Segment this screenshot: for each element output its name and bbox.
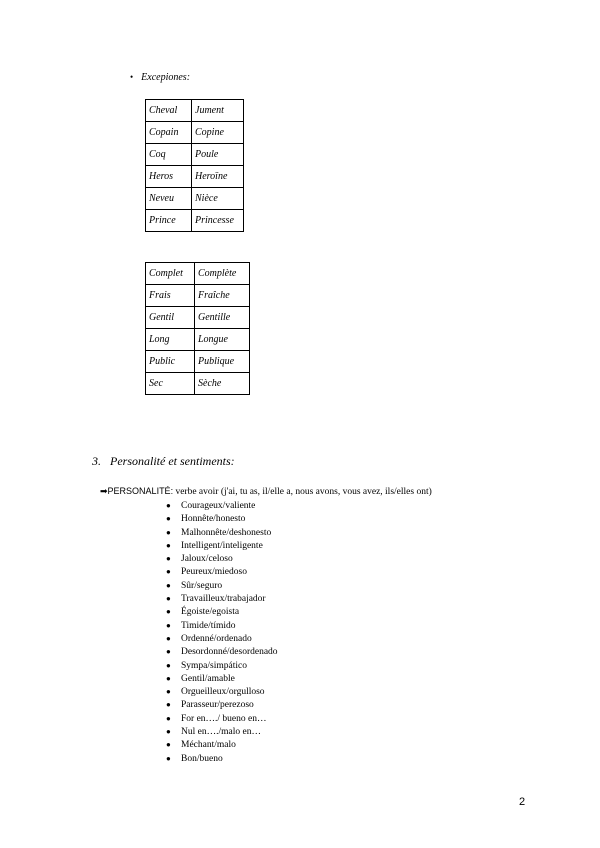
feminine-cell: Gentille [195,307,250,329]
adjective-text: Sympa/simpático [181,660,247,671]
feminine-cell: Fraîche [195,285,250,307]
adjective-text: Égoiste/egoista [181,607,240,618]
table-row [146,285,250,307]
masculine-cell: Gentil [146,307,195,329]
adjective-text: Honnête/honesto [181,514,246,525]
list-item [166,685,278,698]
adjective-text: For en…./ bueno en… [181,713,267,724]
feminine-cell: Longue [195,329,250,351]
bullet-icon: ● [166,660,171,670]
list-item [166,526,278,539]
table-row [146,329,250,351]
personality-label: PERSONALITÉ: [107,486,174,496]
adjective-text: Gentil/amable [181,673,235,684]
adjective-text: Jaloux/celoso [181,554,233,565]
section-title-text: Personalité et sentiments: [110,454,235,468]
list-item [166,672,278,685]
bullet-icon: ● [166,554,171,564]
bullet-icon: ● [166,540,171,550]
list-item [166,592,278,605]
feminine-cell: Sèche [195,373,250,395]
gender-adjectives-table [145,262,250,395]
adjective-text: Méchant/malo [181,740,236,751]
exceptions-label: Excepiones: [141,72,191,83]
table-row [146,122,244,144]
masculine-cell: Public [146,351,195,373]
adjective-text: Parasseur/perezoso [181,700,254,711]
section-heading [92,454,235,469]
page-number: 2 [519,796,526,808]
adjective-text: Ordenné/ordenado [181,633,252,644]
adjective-text: Desordonné/desordenado [181,647,278,658]
list-item [166,512,278,525]
table-row [146,351,250,373]
table-row [146,100,244,122]
bullet-icon: ● [166,567,171,577]
bullet-icon: ● [166,727,171,737]
bullet-icon: • [130,72,134,82]
feminine-cell: Copine [192,122,244,144]
table-row [146,373,250,395]
list-item [166,645,278,658]
bullet-icon: ● [166,620,171,630]
bullet-icon: ● [166,673,171,683]
feminine-cell: Heroïne [192,166,244,188]
gender-nouns-table [145,99,244,232]
bullet-icon: ● [166,594,171,604]
list-item [166,659,278,672]
adjective-text: Courageux/valiente [181,501,256,511]
masculine-cell: Long [146,329,195,351]
adjective-text: Peureux/miedoso [181,567,247,578]
bullet-icon: ● [166,633,171,643]
list-item [166,752,278,765]
list-item [166,605,278,618]
list-item [166,565,278,578]
adjective-text: Timide/tímido [181,620,236,631]
list-item [166,539,278,552]
feminine-cell: Complète [195,263,250,285]
adjective-text: Bon/bueno [181,753,223,764]
adjective-text: Malhonnête/deshonesto [181,527,272,538]
adjective-text: Travailleux/trabajador [181,594,266,605]
feminine-cell: Princesse [192,210,244,232]
bullet-icon: ● [166,647,171,657]
feminine-cell: Jument [192,100,244,122]
list-item [166,499,278,512]
adjective-list [166,499,278,765]
bullet-icon: ● [166,514,171,524]
masculine-cell: Cheval [146,100,192,122]
list-item [166,698,278,711]
list-item [166,712,278,725]
masculine-cell: Sec [146,373,195,395]
table-row [146,144,244,166]
bullet-icon: ● [166,607,171,617]
feminine-cell: Poule [192,144,244,166]
table-row [146,166,244,188]
personality-intro [100,486,432,497]
feminine-cell: Publique [195,351,250,373]
list-item [166,725,278,738]
masculine-cell: Frais [146,285,195,307]
bullet-icon: ● [166,687,171,697]
bullet-icon: ● [166,580,171,590]
table-row [146,188,244,210]
arrow-icon: ➡ [100,486,108,496]
exceptions-bullet [130,72,190,83]
list-item [166,579,278,592]
list-item [166,552,278,565]
personality-intro-text: verbe avoir (j'ai, tu as, il/elle a, nous avons, vous avez, ils/elles ont) [173,487,432,497]
table-row [146,263,250,285]
feminine-cell: Nièce [192,188,244,210]
bullet-icon: ● [166,753,171,763]
adjective-text: Orgueilleux/orgulloso [181,687,265,698]
bullet-icon: ● [166,740,171,750]
adjective-text: Sûr/seguro [181,580,223,591]
masculine-cell: Coq [146,144,192,166]
masculine-cell: Prince [146,210,192,232]
masculine-cell: Complet [146,263,195,285]
bullet-icon: ● [166,501,171,510]
list-item [166,632,278,645]
bullet-icon: ● [166,713,171,723]
list-item [166,738,278,751]
adjective-text: Nul en…./malo en… [181,727,261,738]
adjective-text: Intelligent/inteligente [181,540,263,551]
masculine-cell: Copain [146,122,192,144]
bullet-icon: ● [166,700,171,710]
list-item [166,619,278,632]
masculine-cell: Heros [146,166,192,188]
bullet-icon: ● [166,527,171,537]
table-row [146,307,250,329]
masculine-cell: Neveu [146,188,192,210]
section-number: 3. [92,454,101,468]
table-row [146,210,244,232]
